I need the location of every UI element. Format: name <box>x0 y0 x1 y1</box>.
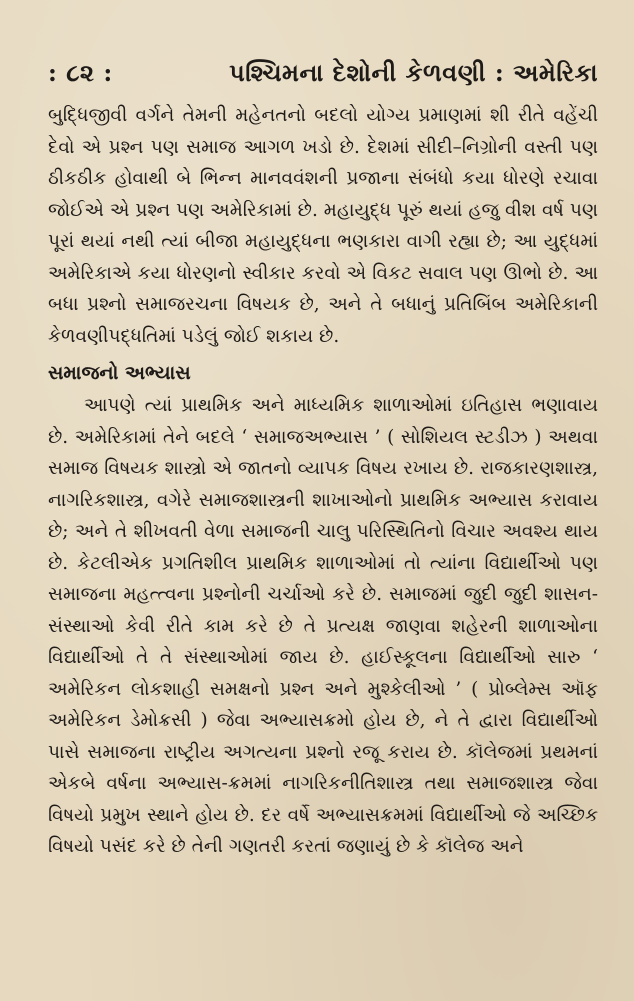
page-content <box>48 100 598 863</box>
running-title: પશ્ચિમના દેશોની કેળવણી : અમેરિકા <box>229 58 598 87</box>
page-number: : ૮૨ : <box>48 58 113 87</box>
paragraph-continued: બુદ્ધિજીવી વર્ગને તેમની મહેનતનો બદલો યોગ્ય પ્રમાણમાં શી રીતે વહેંચી દેવો એ પ્રશ્ન પણ સમાજ આગળ ખડો છે. દેશમાં સીદી–નિગ્રોની વસ્તી પણ ઠીકઠીક હોવાથી બે ભિન્ન માનવવંશની પ્રજાના સંબંધો કયા ધોરણે રચાવા જોઈએ એ પ્રશ્ન પણ અમેરિકામાં છે. મહાયુદ્ધ પૂરું થયાં હજુ વીશ વર્ષ પણ પૂરાં થયાં નથી ત્યાં બીજા મહાયુદ્ધના ભણકારા વાગી રહ્યા છે; આ યુદ્ધમાં અમેરિકાએ કયા ધોરણનો સ્વીકાર કરવો એ વિકટ સવાલ પણ ઊભો છે. આ બધા પ્રશ્નો સમાજરચના વિષયક છે, અને તે બધાનું પ્રતિબિંબ અમેરિકાની કેળવણીપદ્ધતિમાં પડેલું જોઈ શકાય છે. <box>48 105 598 347</box>
paragraph-social-studies: આપણે ત્યાં પ્રાથમિક અને માધ્યમિક શાળાઓમાં ઇતિહાસ ભણાવાય છે. અમેરિકામાં તેને બદલે ‘ સમાજઅભ્યાસ ’ ( સોશિયલ સ્ટડીઝ ) અથવા સમાજ વિષયક શાસ્ત્રો એ જાતનો વ્યાપક વિષય રખાય છે. રાજકારણશાસ્ત્ર, નાગરિકશાસ્ત્ર, વગેરે સમાજશાસ્ત્રની શાખાઓનો પ્રાથમિક અભ્યાસ કરાવાય છે; અને તે શીખવતી વેળા સમાજની ચાલુ પરિસ્થિતિનો વિચાર અવશ્ય થાય છે. કેટલીએક પ્રગતિશીલ પ્રાથમિક શાળાઓમાં તો ત્યાંના વિદ્યાર્થીઓ પણ સમાજના મહત્ત્વના પ્રશ્નોની ચર્ચાઓ કરે છે. સમાજમાં જુદી જુદી શાસન-સંસ્થાઓ કેવી રીતે કામ કરે છે તે પ્રત્યક્ષ જાણવા શહેરની શાળાઓના વિદ્યાર્થીઓ તે તે સંસ્થાઓમાં જાય છે. હાઈસ્કૂલના વિદ્યાર્થીઓ સારુ ‘ અમેરિકન લોકશાહી સમક્ષનો પ્રશ્ન અને મુશ્કેલીઓ ’ ( પ્રોબ્લેમ્સ ઑફ અમેરિકન ડેમોક્રસી ) જેવા અભ્યાસક્રમો હોય છે, ને તે દ્વારા વિદ્યાર્થીઓ પાસે સમાજના રાષ્ટ્રીય અગત્યના પ્રશ્નો રજૂ કરાય છે. કૉલેજમાં પ્રથમનાં એકબે વર્ષના અભ્યાસ-ક્રમમાં નાગરિકનીતિશાસ્ત્ર તથા સમાજશાસ્ત્ર જેવા વિષયો પ્રમુખ સ્થાને હોય છે. દર વર્ષે અભ્યાસક્રમમાં વિદ્યાર્થીઓ જે અચ્છિક વિષયો પસંદ કરે છે તેની ગણતરી કરતાં જણાયું છે કે કૉલેજ અને <box>48 395 598 857</box>
running-header <box>48 58 598 87</box>
section-heading: સમાજનો અભ્યાસ <box>48 362 191 384</box>
